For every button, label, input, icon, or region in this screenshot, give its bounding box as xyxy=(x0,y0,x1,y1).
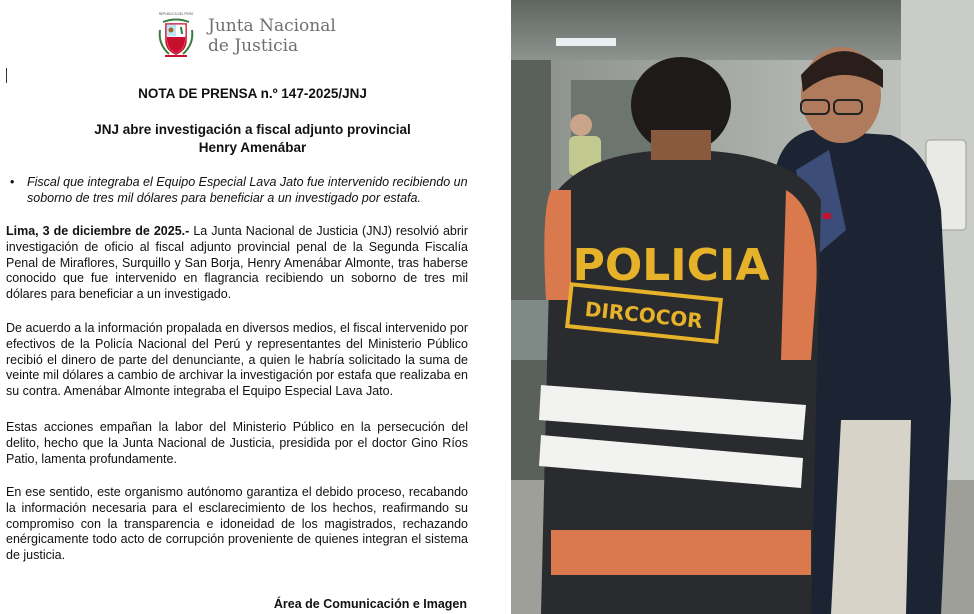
summary-bullet: • Fiscal que integraba el Equipo Especial Lava Jato fue intervenido recibiendo un soborno de tres mil dólares para beneficiar a un investigado por estafa. xyxy=(10,175,468,205)
svg-text:REPÚBLICA DEL PERÚ: REPÚBLICA DEL PERÚ xyxy=(158,12,194,16)
peru-coat-of-arms-icon xyxy=(157,10,195,58)
paragraph-2: De acuerdo a la información propalada en diversos medios, el fiscal intervenido por efectivos de la Policía Nacional del Perú y representantes del Ministerio Público recibió el dinero de parte del denunciante, a quien le habría solicitado la suma de veinte mil dólares a cambio de archivar la investigación por estafa que realizaba en su contra. Amenábar Almonte integraba el Equipo Especial Lava Jato. xyxy=(6,321,468,399)
organization-name: Junta Nacional de Justicia xyxy=(208,16,336,56)
bullet-icon: • xyxy=(10,175,15,189)
dateline: Lima, 3 de diciembre de 2025.- xyxy=(6,224,190,238)
vest-police-text: POLICIA xyxy=(572,240,770,291)
jnj-logo xyxy=(157,10,337,60)
headline: JNJ abre investigación a fiscal adjunto provincial Henry Amenábar xyxy=(94,122,411,155)
vest-badge-text: DIRCOCOR xyxy=(583,296,704,334)
text-cursor xyxy=(6,68,7,83)
signature: Área de Comunicación e Imagen xyxy=(273,597,467,611)
news-photo xyxy=(511,0,974,614)
paragraph-4: En ese sentido, este organismo autónomo garantiza el debido proceso, recabando la información necesaria para el esclarecimiento de los hechos, reafirmando su compromiso con la transparencia e idoneidad de los magistrados, rechazando enérgicamente todo acto de corrupción proveniente de quienes integran el sistema de justicia. xyxy=(6,485,468,563)
paragraph-3: Estas acciones empañan la labor del Ministerio Público en la persecución del delito, hecho que la Junta Nacional de Justicia, presidida por el doctor Gino Ríos Patio, lamenta profundamente. xyxy=(6,420,468,466)
press-release-number: NOTA DE PRENSA n.º 147-2025/JNJ xyxy=(138,86,367,101)
paragraph-1: Lima, 3 de diciembre de 2025.- La Junta Nacional de Justicia (JNJ) resolvió abrir investigación de oficio al fiscal adjunto provincial penal de la Segunda Fiscalía Penal de Miraflores, Surquillo y San Borja, Henry Amenábar Almonte, tras haberse conocido que fue intervenido en flagrancia recibiendo un soborno de tres mil dólares para beneficiar a un investigado. xyxy=(6,224,468,302)
